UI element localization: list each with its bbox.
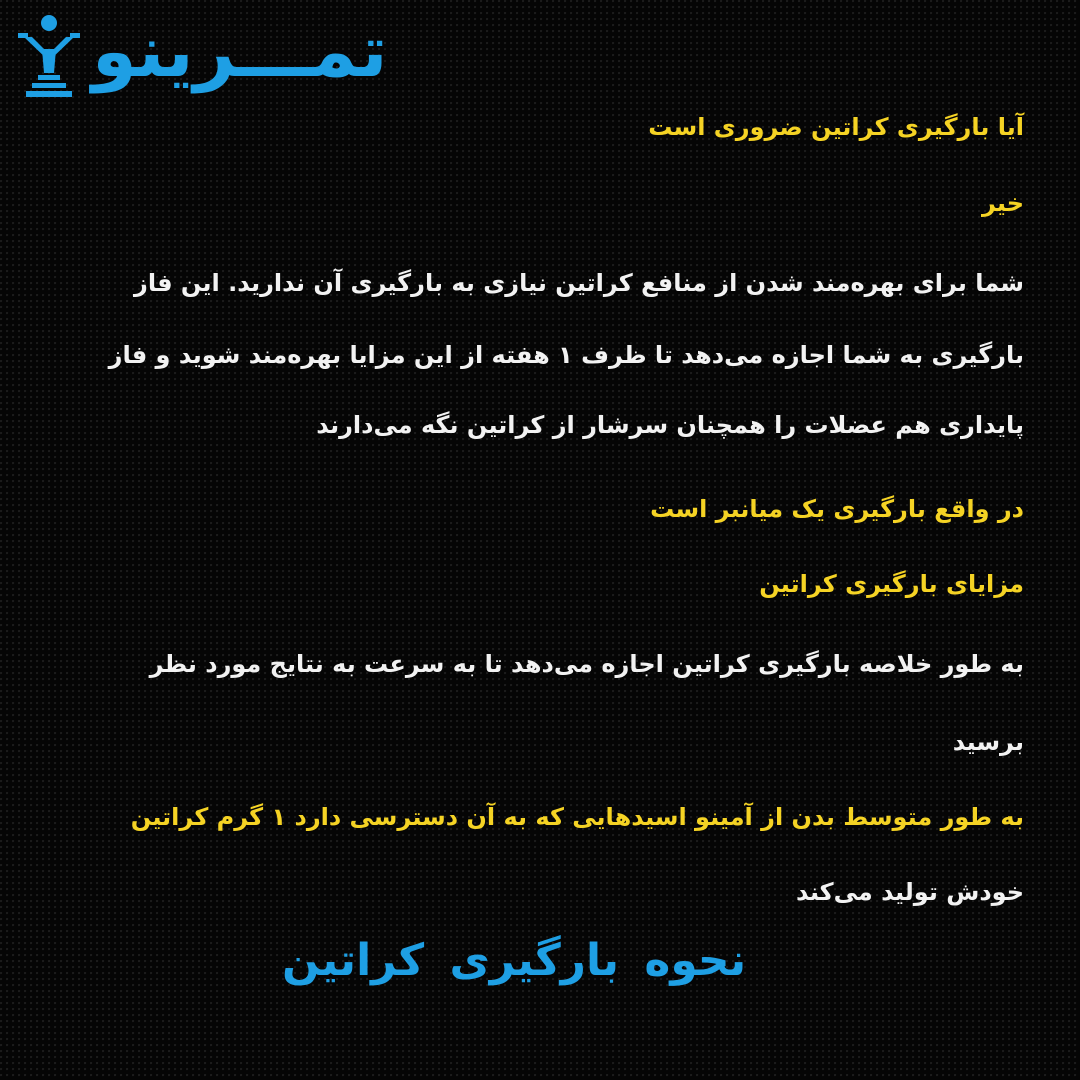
- highlight-line: به طور متوسط بدن از آمینو اسیدهایی که به آن دسترسی دارد ۱ گرم کراتین: [130, 803, 1024, 831]
- paragraph-line: به طور خلاصه بارگیری کراتین اجازه می‌دهد تا به سرعت به نتایج مورد نظر: [149, 650, 1024, 678]
- footer-title: نحوه بارگیری کراتین: [282, 935, 747, 986]
- paragraph-line: بارگیری به شما اجازه می‌دهد تا ظرف ۱ هفته از این مزایا بهره‌مند شوید و فاز: [108, 341, 1024, 369]
- brand-logo: [14, 6, 444, 102]
- paragraph-line: خودش تولید می‌کند: [796, 878, 1024, 906]
- paragraph-line: شما برای بهره‌مند شدن از منافع کراتین نیازی به بارگیری آن ندارید. این فاز: [134, 269, 1024, 297]
- brand-name: تمـــرینو: [92, 9, 388, 93]
- article-body: [64, 96, 1024, 927]
- dumbbell-person-icon: [14, 9, 84, 99]
- paragraph-line: برسید: [952, 728, 1024, 756]
- question-heading: آیا بارگیری کراتین ضروری است: [648, 113, 1024, 141]
- benefits-heading: مزایای بارگیری کراتین: [759, 570, 1024, 598]
- paragraph-line: پایداری هم عضلات را همچنان سرشار از کراتین نگه می‌دارند: [316, 411, 1024, 439]
- answer-text: خیر: [981, 189, 1024, 217]
- highlight-line: در واقع بارگیری یک میانبر است: [650, 495, 1024, 523]
